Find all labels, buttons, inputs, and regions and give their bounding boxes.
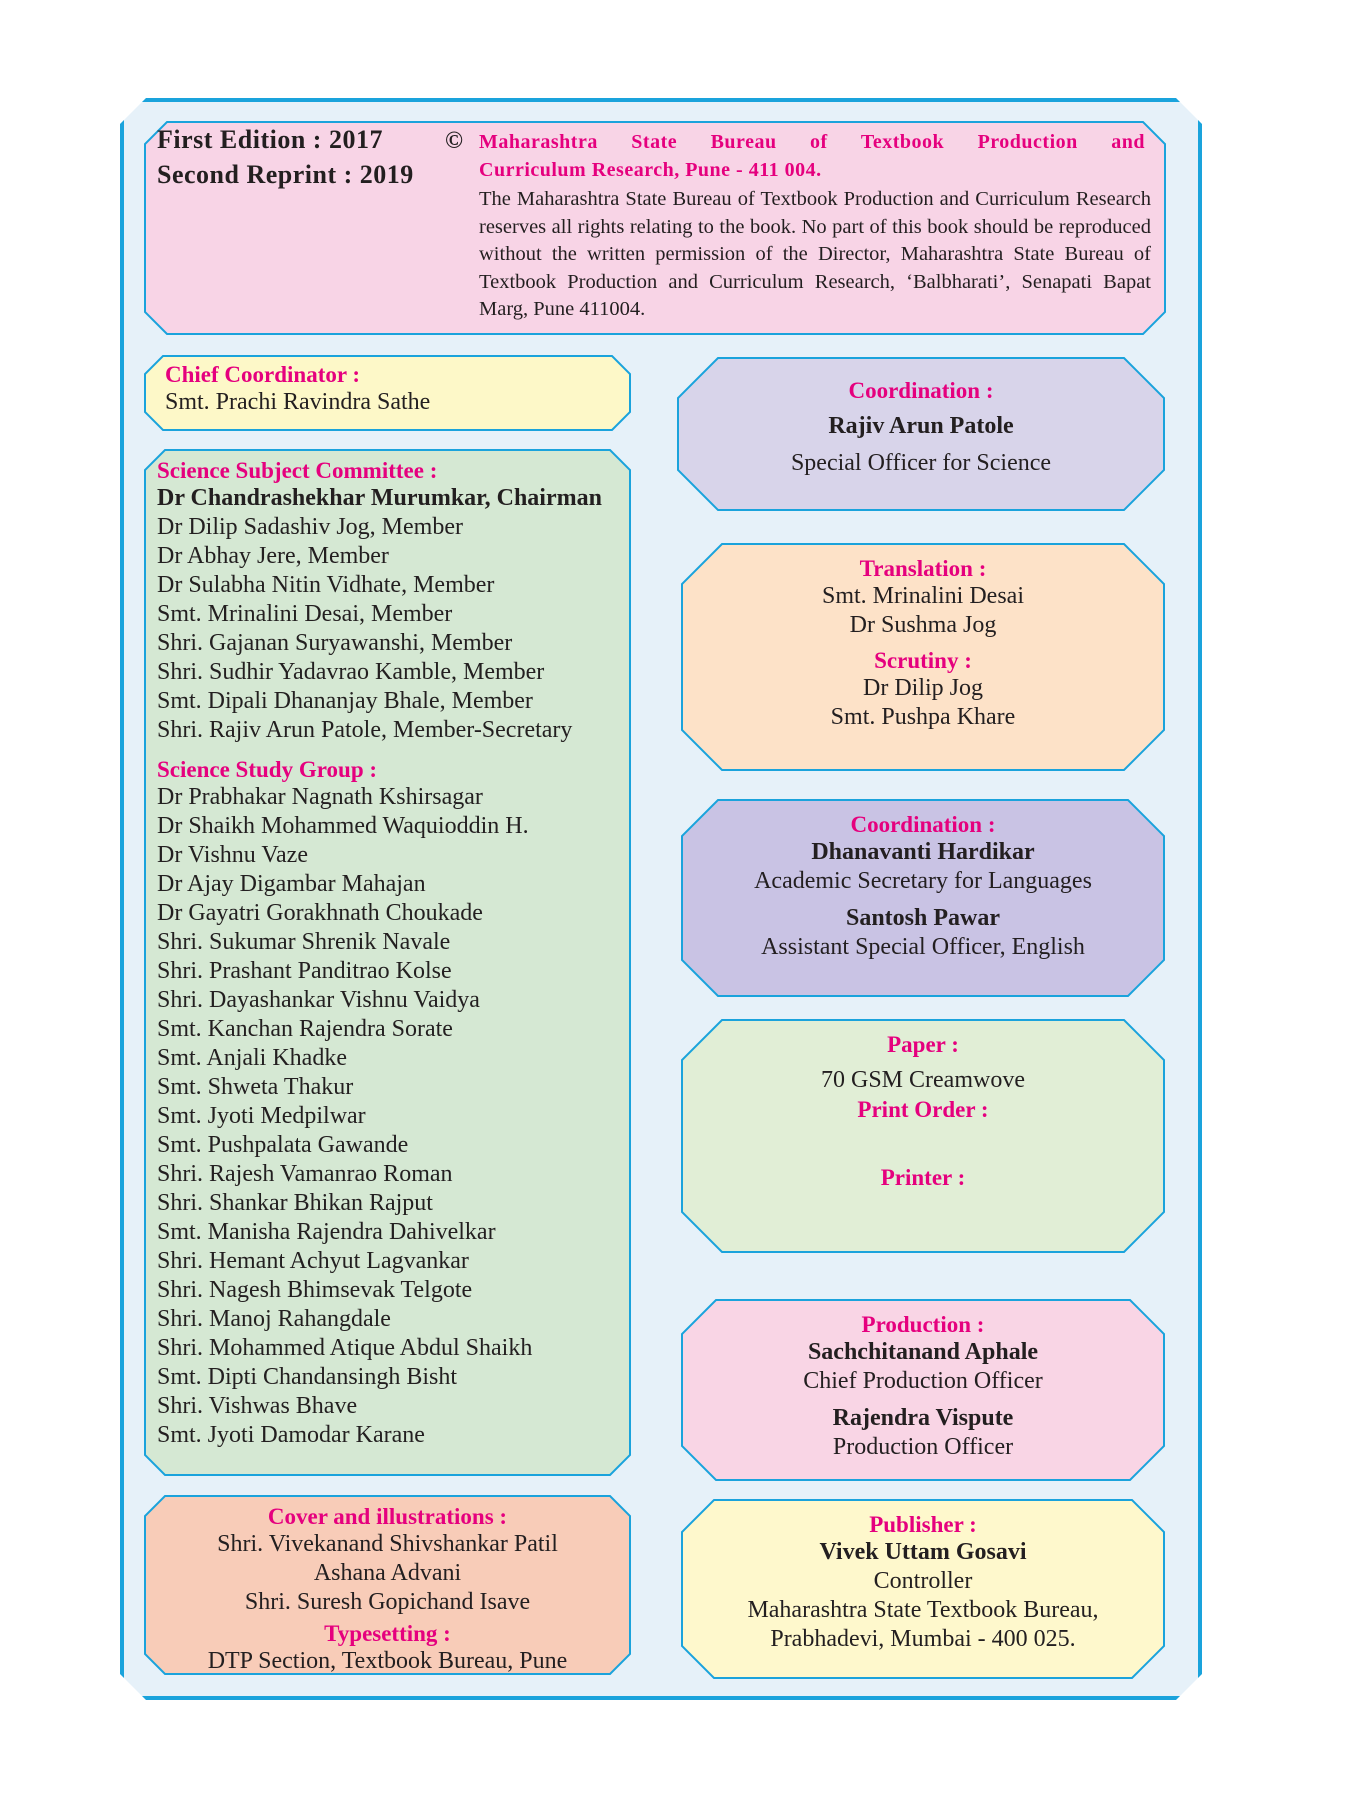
- study-group-member: Dr Shaikh Mohammed Waquioddin H.: [157, 813, 529, 839]
- study-group-member: Shri. Dayashankar Vishnu Vaidya: [157, 987, 480, 1013]
- scrutiny-name: Smt. Pushpa Khare: [830, 704, 1016, 730]
- committee-member: Shri. Rajiv Arun Patole, Member-Secretary: [157, 717, 573, 743]
- coordinator-name-1: Dhanavanti Hardikar: [811, 839, 1035, 865]
- chief-coordinator-name: Smt. Prachi Ravindra Sathe: [165, 389, 431, 415]
- cover-artist: Ashana Advani: [313, 1560, 462, 1586]
- publisher-line-2: Curriculum Research, Pune - 411 004.: [479, 159, 822, 181]
- scrutiny-heading: Scrutiny :: [874, 648, 972, 673]
- committee-member: Dr Sulabha Nitin Vidhate, Member: [157, 572, 495, 598]
- study-group-member: Shri. Nagesh Bhimsevak Telgote: [157, 1277, 473, 1303]
- study-group-member: Smt. Manisha Rajendra Dahivelkar: [157, 1219, 496, 1245]
- chief-coordinator-box: [145, 356, 630, 430]
- study-group-member: Shri. Prashant Panditrao Kolse: [157, 958, 452, 984]
- paper-heading: Paper :: [887, 1032, 959, 1057]
- scrutiny-name: Dr Dilip Jog: [863, 675, 983, 701]
- committee-member: Shri. Gajanan Suryawanshi, Member: [157, 630, 513, 656]
- study-group-member: Dr Prabhakar Nagnath Kshirsagar: [157, 784, 483, 810]
- committee-member: Shri. Sudhir Yadavrao Kamble, Member: [157, 659, 545, 685]
- typesetting-value: DTP Section, Textbook Bureau, Pune: [207, 1648, 568, 1674]
- science-committee-box: [145, 450, 630, 1475]
- committee-member: Dr Dilip Sadashiv Jog, Member: [157, 514, 463, 540]
- rights-notice: The Maharashtra State Bureau of Textbook Production and Curriculum Research reserves all rights relating to the book. No part of this book should be reproduced without the written permission of the Director, Maharashtra State Bureau of Textbook Production and Curriculum Research, ‘Balbharati’, Senapati Bapat Marg, Pune 411004.: [479, 188, 1151, 320]
- translator-name: Smt. Mrinalini Desai: [822, 583, 1024, 609]
- study-group-member: Shri. Shankar Bhikan Rajput: [157, 1190, 433, 1216]
- scrutiny-list: [682, 674, 1164, 732]
- study-group-member: Shri. Manoj Rahangdale: [157, 1306, 391, 1332]
- study-group-heading: Science Study Group :: [157, 757, 378, 782]
- study-group-member: Shri. Hemant Achyut Lagvankar: [157, 1248, 469, 1274]
- coordination-languages-box: [682, 800, 1164, 996]
- publisher-box: [682, 1500, 1164, 1678]
- study-group-member: Smt. Pushpalata Gawande: [157, 1132, 409, 1158]
- chief-coordinator-heading: Chief Coordinator :: [165, 362, 361, 387]
- second-reprint: Second Reprint : 2019: [157, 160, 414, 189]
- cover-artist-list: [145, 1530, 630, 1617]
- edition-info: [157, 122, 414, 192]
- cover-artist: Shri. Vivekanand Shivshankar Patil: [217, 1531, 558, 1557]
- study-group-member: Shri. Mohammed Atique Abdul Shaikh: [157, 1335, 533, 1361]
- production-name-2: Rajendra Vispute: [832, 1405, 1014, 1431]
- coordinator-name-2: Santosh Pawar: [845, 905, 1001, 931]
- publisher-line-1: Maharashtra State Bureau of Textbook Production and: [479, 131, 1145, 153]
- printer-heading: Printer :: [880, 1165, 966, 1190]
- coordination-languages-heading: Coordination :: [850, 812, 996, 837]
- publisher-name: [479, 128, 1145, 184]
- publisher-name-person: Vivek Uttam Gosavi: [819, 1539, 1027, 1565]
- study-group-member: Smt. Shweta Thakur: [157, 1074, 354, 1100]
- study-group-member: Smt. Jyoti Medpilwar: [157, 1103, 366, 1129]
- committee-member: Dr Abhay Jere, Member: [157, 543, 389, 569]
- translator-list: [682, 582, 1164, 640]
- paper-box: [682, 1020, 1164, 1252]
- study-group-member: Smt. Anjali Khadke: [157, 1045, 347, 1071]
- coordinator-role-1: Academic Secretary for Languages: [754, 868, 1092, 894]
- publisher-heading: Publisher :: [869, 1512, 977, 1537]
- study-group-member: Dr Vishnu Vaze: [157, 842, 308, 868]
- coordination-science-name: Rajiv Arun Patole: [828, 413, 1014, 439]
- first-edition: First Edition : 2017: [157, 125, 383, 154]
- study-group-member: Smt. Jyoti Damodar Karane: [157, 1422, 425, 1448]
- committee-member: Smt. Mrinalini Desai, Member: [157, 601, 453, 627]
- print-order-heading: Print Order :: [857, 1097, 989, 1122]
- science-committee-heading: Science Subject Committee :: [157, 458, 438, 483]
- copyright-symbol: ©: [445, 128, 463, 154]
- publisher-address-1: Maharashtra State Textbook Bureau,: [747, 1597, 1099, 1623]
- publisher-role: Controller: [873, 1568, 973, 1594]
- study-group-member: Smt. Dipti Chandansingh Bisht: [157, 1364, 458, 1390]
- production-role-1: Chief Production Officer: [803, 1368, 1043, 1394]
- copyright-box: [145, 122, 1165, 334]
- cover-artist: Shri. Suresh Gopichand Isave: [244, 1589, 531, 1615]
- committee-chairman: Dr Chandrashekhar Murumkar, Chairman: [157, 485, 602, 511]
- cover-illustrations-box: [145, 1496, 630, 1674]
- committee-member: Smt. Dipali Dhananjay Bhale, Member: [157, 688, 533, 714]
- translation-box: [682, 544, 1164, 770]
- translation-heading: Translation :: [859, 556, 987, 581]
- study-group-member: Shri. Vishwas Bhave: [157, 1393, 358, 1419]
- coordination-science-box: [678, 358, 1164, 510]
- study-group-member: Shri. Sukumar Shrenik Navale: [157, 929, 451, 955]
- study-group-member: Dr Gayatri Gorakhnath Choukade: [157, 900, 483, 926]
- paper-value: 70 GSM Creamwove: [821, 1067, 1025, 1093]
- coordination-science-heading: Coordination :: [848, 378, 994, 403]
- typesetting-heading: Typesetting :: [324, 1621, 451, 1646]
- publisher-address-2: Prabhadevi, Mumbai - 400 025.: [770, 1626, 1076, 1652]
- study-group-list: [157, 783, 630, 1450]
- production-role-2: Production Officer: [832, 1434, 1014, 1460]
- coordination-science-role: Special Officer for Science: [790, 450, 1052, 476]
- cover-heading: Cover and illustrations :: [267, 1504, 508, 1529]
- coordinator-role-2: Assistant Special Officer, English: [761, 934, 1085, 960]
- study-group-member: Shri. Rajesh Vamanrao Roman: [157, 1161, 453, 1187]
- translator-name: Dr Sushma Jog: [849, 612, 997, 638]
- study-group-member: Smt. Kanchan Rajendra Sorate: [157, 1016, 453, 1042]
- study-group-member: Dr Ajay Digambar Mahajan: [157, 871, 426, 897]
- committee-member-list: [157, 513, 630, 745]
- production-heading: Production :: [861, 1312, 985, 1337]
- production-box: [682, 1300, 1164, 1480]
- production-name-1: Sachchitanand Aphale: [807, 1339, 1039, 1365]
